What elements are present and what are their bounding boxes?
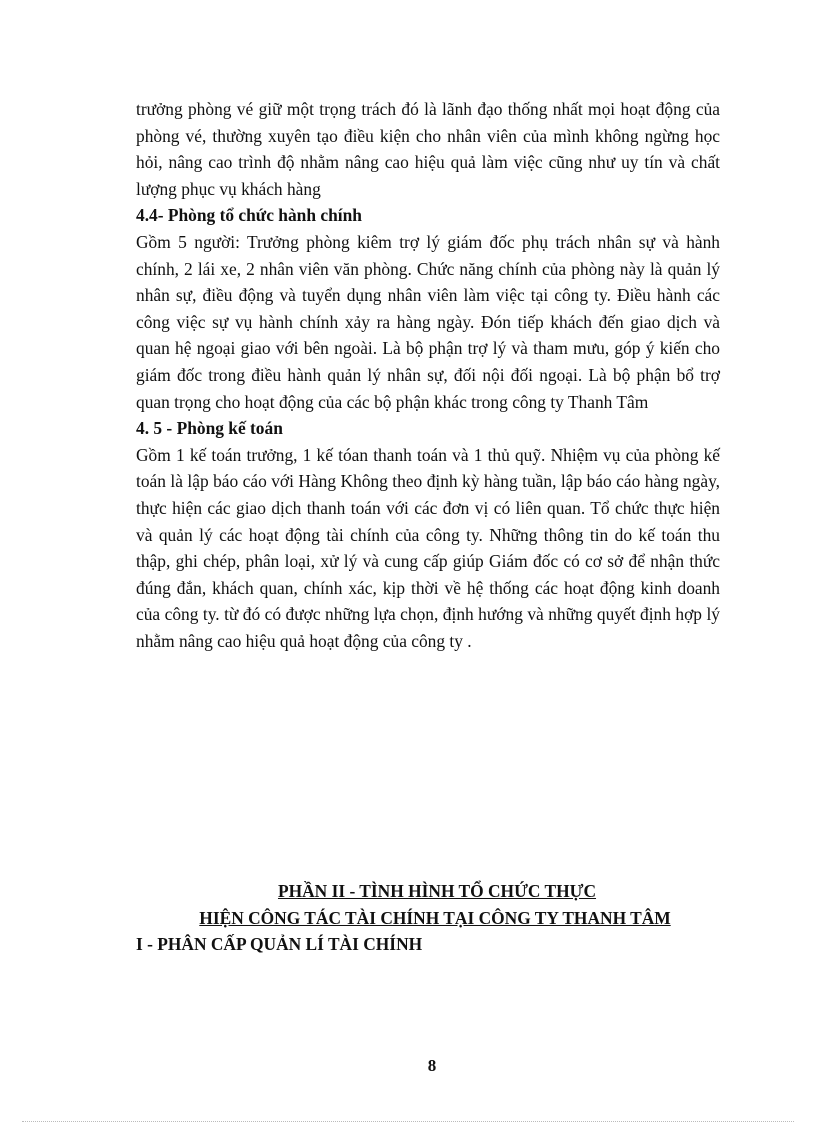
page-body	[136, 96, 720, 654]
heading-accounting-department: 4. 5 - Phòng kế toán	[136, 418, 283, 439]
page-number: 8	[427, 1056, 437, 1075]
part-two-title-line-1: PHẦN II - TÌNH HÌNH TỔ CHỨC THỰC	[277, 881, 597, 901]
section-i-heading: I - PHÂN CẤP QUẢN LÍ TÀI CHÍNH	[136, 934, 423, 955]
paragraph-accounting-department: Gồm 1 kế toán trưởng, 1 kế tóan thanh toán và 1 thủ quỹ. Nhiệm vụ của phòng kế toán là lập báo cáo với Hàng Không theo định kỳ hàng tuần, lập báo cáo hàng ngày, thực hiện các giao dịch thanh toán với các đơn vị có liên quan. Tổ chức thực hiện và quản lý các hoạt động tài chính của công ty. Những thông tin do kế toán thu thập, ghi chép, phân loại, xử lý và cung cấp giúp Giám đốc có cơ sở để nhận thức đúng đắn, khách quan, chính xác, kịp thời về hệ thống các hoạt động kinh doanh của công ty. từ đó có được những lựa chọn, định hướng và những quyết định hợp lý nhằm nâng cao hiệu quả hoạt động của công ty .	[136, 444, 720, 651]
paragraph-ticket-office: trưởng phòng vé giữ một trọng trách đó là lãnh đạo thống nhất mọi hoạt động của phòng vé, thường xuyên tạo điều kiện cho nhân viên của mình không ngừng học hỏi, nâng cao trình độ nhằm nâng cao hiệu quả làm việc cũng như uy tín và chất lượng phục vụ khách hàng	[136, 99, 720, 199]
page-bottom-divider	[22, 1121, 794, 1122]
part-two-title-line-2: HIỆN CÔNG TÁC TÀI CHÍNH TẠI CÔNG TY THANH TÂM	[199, 907, 671, 928]
part-two-heading-block	[136, 878, 726, 958]
paragraph-administration-department: Gồm 5 người: Trưởng phòng kiêm trợ lý giám đốc phụ trách nhân sự và hành chính, 2 lái xe, 2 nhân viên văn phòng. Chức năng chính của phòng này là quản lý nhân sự, điều động và tuyển dụng nhân viên làm việc tại công ty. Điều hành các công việc sự vụ hành chính xảy ra hàng ngày. Đón tiếp khách đến giao dịch và quan hệ ngoại giao với bên ngoài. Là bộ phận trợ lý và tham mưu, góp ý kiến cho giám đốc trong điều hành quản lý nhân sự, đối nội đối ngoại. Là bộ phận bổ trợ quan trọng cho hoạt động của các bộ phận khác trong công ty Thanh Tâm	[136, 231, 720, 412]
heading-administration-department: 4.4- Phòng tổ chức hành chính	[136, 205, 362, 226]
